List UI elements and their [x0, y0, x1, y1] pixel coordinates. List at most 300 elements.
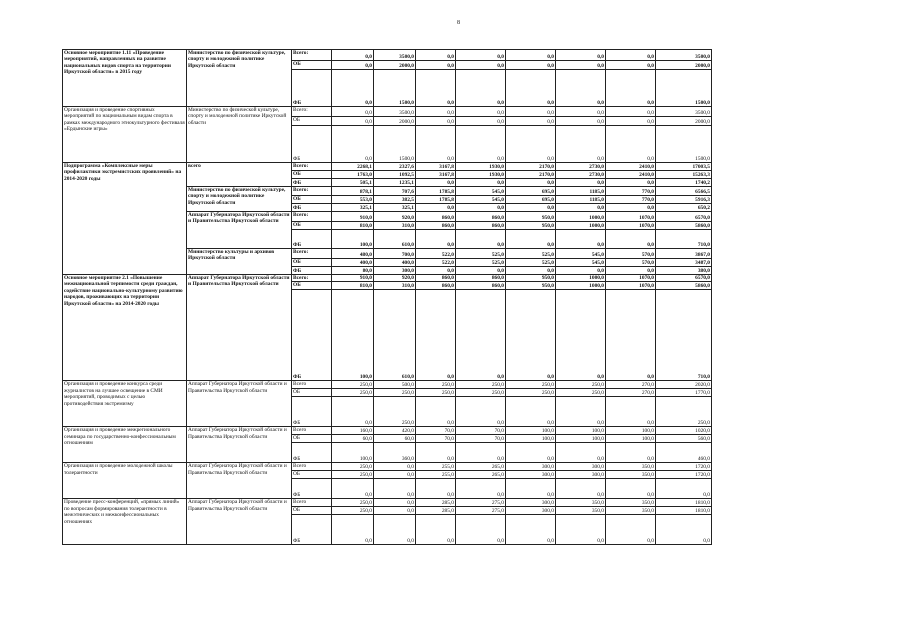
value-cell: 160,0	[332, 427, 374, 435]
funding-source-cell: ОБ	[292, 61, 332, 70]
value-cell: 1770,0	[656, 389, 712, 397]
value-cell: 0,0	[556, 267, 606, 275]
value-cell: 17003,5	[656, 163, 712, 171]
value-cell: 360,0	[374, 443, 416, 463]
value-cell: 0,0	[332, 479, 374, 499]
funding-source-cell: ОБ	[292, 222, 332, 230]
value-cell: 860,0	[456, 212, 506, 222]
value-cell: 1092,5	[374, 171, 416, 179]
value-cell: 3500,0	[374, 107, 416, 117]
value-cell: 6566,5	[656, 187, 712, 196]
value-cell: 0,0	[506, 70, 556, 107]
value-cell: 350,0	[606, 507, 656, 515]
value-cell: 0,0	[606, 61, 656, 70]
value-cell: 0,0	[656, 479, 712, 499]
value-cell: 310,0	[374, 282, 416, 290]
value-cell: 0,0	[374, 463, 416, 471]
value-cell: 0,0	[506, 179, 556, 187]
value-cell: 3500,0	[656, 50, 712, 61]
value-cell: 1930,0	[456, 171, 506, 179]
value-cell: 3867,0	[656, 249, 712, 259]
value-cell: 0,0	[332, 397, 374, 427]
value-cell: 0,0	[416, 204, 456, 212]
value-cell: 860,0	[416, 212, 456, 222]
activity-name-cell: Подпрограмма «Комплексные меры профилактики экстремистских проявлений» на 2014-2020 годы	[63, 163, 187, 275]
value-cell: 0,0	[506, 397, 556, 427]
value-cell: 2000,0	[656, 117, 712, 126]
value-cell: 275,0	[456, 499, 506, 507]
value-cell: 0,0	[606, 70, 656, 107]
value-cell: 0,0	[374, 515, 416, 545]
value-cell: 1500,0	[656, 70, 712, 107]
value-cell: 0,0	[456, 479, 506, 499]
table-row	[63, 427, 712, 435]
value-cell: 250,0	[374, 397, 416, 427]
funding-source-cell: ФБ	[292, 230, 332, 249]
funding-source-cell: Всего:	[292, 107, 332, 117]
value-cell: 525,0	[506, 259, 556, 267]
funding-source-cell: ФБ	[292, 479, 332, 499]
value-cell: 0,0	[456, 230, 506, 249]
value-cell: 0,0	[506, 50, 556, 61]
value-cell: 0,0	[556, 70, 606, 107]
value-cell: 0,0	[456, 204, 506, 212]
value-cell: 250,0	[332, 507, 374, 515]
value-cell: 285,0	[416, 507, 456, 515]
value-cell: 0,0	[456, 443, 506, 463]
value-cell: 0,0	[416, 50, 456, 61]
value-cell: 1000,0	[556, 275, 606, 282]
value-cell: 0,0	[332, 61, 374, 70]
value-cell: 350,0	[606, 471, 656, 479]
value-cell: 0,0	[332, 515, 374, 545]
value-cell: 100,0	[606, 435, 656, 443]
value-cell: 1070,0	[606, 282, 656, 290]
funding-source-cell: ФБ	[292, 126, 332, 163]
value-cell: 2327,6	[374, 163, 416, 171]
value-cell: 0,0	[456, 397, 506, 427]
executor-cell: Аппарат Губернатора Иркутской области и Правительства Иркутской области	[187, 381, 292, 427]
value-cell: 0,0	[416, 267, 456, 275]
value-cell: 325,1	[374, 204, 416, 212]
table-row	[63, 50, 712, 61]
value-cell: 350,0	[606, 463, 656, 471]
value-cell: 560,0	[656, 435, 712, 443]
value-cell: 2170,0	[506, 171, 556, 179]
value-cell: 570,0	[606, 249, 656, 259]
value-cell: 100,0	[506, 427, 556, 435]
value-cell: 0,0	[556, 179, 606, 187]
value-cell: 250,0	[506, 389, 556, 397]
value-cell: 545,0	[556, 259, 606, 267]
value-cell: 300,0	[556, 463, 606, 471]
value-cell: 420,0	[374, 427, 416, 435]
table-row	[63, 463, 712, 471]
value-cell: 0,0	[506, 204, 556, 212]
funding-source-cell: ОБ	[292, 389, 332, 397]
value-cell: 1000,0	[556, 282, 606, 290]
value-cell: 707,6	[374, 187, 416, 196]
value-cell: 525,0	[506, 249, 556, 259]
value-cell: 0,0	[606, 107, 656, 117]
funding-source-cell: ФБ	[292, 515, 332, 545]
value-cell: 650,2	[656, 204, 712, 212]
value-cell: 60,0	[374, 435, 416, 443]
value-cell: 0,0	[416, 117, 456, 126]
funding-source-cell: ОБ	[292, 196, 332, 204]
value-cell: 100,0	[332, 230, 374, 249]
value-cell: 300,0	[374, 267, 416, 275]
value-cell: 0,0	[416, 230, 456, 249]
value-cell: 525,0	[456, 249, 506, 259]
value-cell: 2410,0	[606, 171, 656, 179]
value-cell: 350,0	[606, 499, 656, 507]
value-cell: 0,0	[506, 117, 556, 126]
value-cell: 1185,0	[556, 196, 606, 204]
funding-source-cell: ФБ	[292, 290, 332, 381]
value-cell: 100,0	[606, 427, 656, 435]
executor-cell: Аппарат Губернатора Иркутской области и Правительства Иркутской области	[187, 463, 292, 499]
value-cell: 0,0	[606, 290, 656, 381]
value-cell: 2268,1	[332, 163, 374, 171]
value-cell: 0,0	[506, 479, 556, 499]
value-cell: 250,0	[556, 389, 606, 397]
value-cell: 0,0	[456, 290, 506, 381]
value-cell: 480,0	[332, 249, 374, 259]
value-cell: 6570,0	[656, 275, 712, 282]
value-cell: 0,0	[606, 126, 656, 163]
value-cell: 0,0	[416, 179, 456, 187]
value-cell: 265,0	[456, 463, 506, 471]
value-cell: 1763,0	[332, 171, 374, 179]
value-cell: 0,0	[556, 479, 606, 499]
value-cell: 710,0	[656, 230, 712, 249]
value-cell: 0,0	[456, 70, 506, 107]
value-cell: 460,0	[656, 443, 712, 463]
value-cell: 270,0	[606, 381, 656, 389]
value-cell: 5916,3	[656, 196, 712, 204]
funding-source-cell: ОБ	[292, 117, 332, 126]
value-cell: 860,0	[416, 282, 456, 290]
value-cell: 380,0	[656, 267, 712, 275]
value-cell: 70,0	[456, 435, 506, 443]
funding-source-cell: Всего:	[292, 50, 332, 61]
funding-source-cell: Всего	[292, 427, 332, 435]
table-body	[63, 50, 712, 545]
value-cell: 0,0	[556, 50, 606, 61]
value-cell: 80,0	[332, 267, 374, 275]
value-cell: 0,0	[416, 126, 456, 163]
funding-source-cell: Всего:	[292, 249, 332, 259]
value-cell: 0,0	[456, 126, 506, 163]
funding-source-cell: Всего:	[292, 275, 332, 282]
value-cell: 325,1	[332, 204, 374, 212]
value-cell: 250,0	[416, 381, 456, 389]
value-cell: 310,0	[374, 222, 416, 230]
funding-source-cell: Всего:	[292, 163, 332, 171]
value-cell: 1235,1	[374, 179, 416, 187]
funding-source-cell: Всего:	[292, 187, 332, 196]
value-cell: 950,0	[506, 282, 556, 290]
value-cell: 0,0	[506, 126, 556, 163]
value-cell: 860,0	[416, 275, 456, 282]
value-cell: 860,0	[456, 282, 506, 290]
value-cell: 2170,0	[506, 163, 556, 171]
value-cell: 0,0	[606, 204, 656, 212]
value-cell: 300,0	[506, 499, 556, 507]
value-cell: 5860,0	[656, 222, 712, 230]
executor-cell: Министерство культуры и архивов Иркутской области	[187, 249, 292, 275]
value-cell: 525,0	[456, 259, 506, 267]
value-cell: 878,1	[332, 187, 374, 196]
value-cell: 1500,0	[656, 126, 712, 163]
value-cell: 1930,0	[456, 163, 506, 171]
value-cell: 400,0	[332, 259, 374, 267]
value-cell: 0,0	[506, 267, 556, 275]
value-cell: 1000,0	[556, 222, 606, 230]
value-cell: 0,0	[416, 515, 456, 545]
value-cell: 0,0	[606, 267, 656, 275]
value-cell: 250,0	[656, 397, 712, 427]
funding-source-cell: Всего	[292, 381, 332, 389]
value-cell: 500,0	[374, 381, 416, 389]
value-cell: 60,0	[332, 435, 374, 443]
value-cell: 1720,0	[656, 471, 712, 479]
value-cell: 0,0	[332, 107, 374, 117]
value-cell: 0,0	[606, 50, 656, 61]
value-cell: 0,0	[606, 117, 656, 126]
funding-source-cell: ФБ	[292, 443, 332, 463]
value-cell: 0,0	[416, 397, 456, 427]
value-cell: 553,0	[332, 196, 374, 204]
value-cell: 1500,0	[374, 70, 416, 107]
value-cell: 0,0	[456, 107, 506, 117]
value-cell: 700,0	[374, 249, 416, 259]
value-cell: 0,0	[606, 443, 656, 463]
value-cell: 570,0	[606, 259, 656, 267]
value-cell: 0,0	[416, 443, 456, 463]
page-number: 8	[457, 20, 460, 26]
value-cell: 250,0	[456, 389, 506, 397]
value-cell: 2000,0	[374, 61, 416, 70]
value-cell: 505,1	[332, 179, 374, 187]
activity-name-cell: Организация и проведение конкурса среди журналистов на лучшее освещение в СМИ мероприятий, проводимых с целью противодействия экстремизму	[63, 381, 187, 427]
value-cell: 0,0	[556, 397, 606, 427]
funding-source-cell: ОБ	[292, 471, 332, 479]
value-cell: 0,0	[506, 515, 556, 545]
value-cell: 610,0	[374, 290, 416, 381]
value-cell: 100,0	[556, 435, 606, 443]
executor-cell: Аппарат Губернатора Иркутской области и Правительства Иркутской области	[187, 275, 292, 381]
funding-source-cell: ФБ	[292, 267, 332, 275]
funding-source-cell: ОБ	[292, 282, 332, 290]
value-cell: 300,0	[506, 471, 556, 479]
funding-source-cell: ОБ	[292, 507, 332, 515]
value-cell: 0,0	[606, 397, 656, 427]
value-cell: 810,0	[332, 282, 374, 290]
value-cell: 1070,0	[606, 275, 656, 282]
value-cell: 810,0	[332, 222, 374, 230]
value-cell: 1070,0	[606, 222, 656, 230]
value-cell: 0,0	[556, 443, 606, 463]
value-cell: 300,0	[506, 463, 556, 471]
value-cell: 0,0	[556, 515, 606, 545]
value-cell: 70,0	[456, 427, 506, 435]
value-cell: 275,0	[456, 507, 506, 515]
funding-source-cell: ФБ	[292, 397, 332, 427]
value-cell: 1185,0	[556, 187, 606, 196]
value-cell: 250,0	[374, 389, 416, 397]
value-cell: 0,0	[456, 117, 506, 126]
value-cell: 0,0	[506, 290, 556, 381]
executor-cell: Аппарат Губернатора Иркутской области и Правительства Иркутской области	[187, 212, 292, 249]
value-cell: 0,0	[332, 126, 374, 163]
value-cell: 100,0	[332, 443, 374, 463]
budget-table	[62, 49, 712, 545]
value-cell: 0,0	[416, 107, 456, 117]
value-cell: 15263,3	[656, 171, 712, 179]
value-cell: 250,0	[556, 381, 606, 389]
value-cell: 250,0	[416, 389, 456, 397]
value-cell: 250,0	[332, 389, 374, 397]
funding-source-cell: ОБ	[292, 259, 332, 267]
executor-cell: Министерство по физической культуре, спорту и молодежной политике Иркутской области	[187, 107, 292, 163]
funding-source-cell: ОБ	[292, 435, 332, 443]
executor-cell: Аппарат Губернатора Иркутской области и Правительства Иркутской области	[187, 427, 292, 463]
value-cell: 0,0	[556, 117, 606, 126]
value-cell: 0,0	[606, 479, 656, 499]
value-cell: 0,0	[556, 204, 606, 212]
value-cell: 250,0	[332, 463, 374, 471]
value-cell: 522,0	[416, 259, 456, 267]
value-cell: 3500,0	[374, 50, 416, 61]
value-cell: 3167,8	[416, 163, 456, 171]
executor-cell: всего	[187, 163, 292, 187]
value-cell: 350,0	[556, 507, 606, 515]
value-cell: 1000,0	[556, 212, 606, 222]
value-cell: 300,0	[556, 471, 606, 479]
value-cell: 1720,0	[656, 463, 712, 471]
value-cell: 545,0	[456, 196, 506, 204]
funding-source-cell: ФБ	[292, 179, 332, 187]
value-cell: 860,0	[456, 222, 506, 230]
funding-source-cell: Всего	[292, 499, 332, 507]
value-cell: 770,0	[606, 196, 656, 204]
table-row	[63, 107, 712, 117]
value-cell: 0,0	[456, 515, 506, 545]
value-cell: 2410,0	[606, 163, 656, 171]
value-cell: 0,0	[416, 479, 456, 499]
value-cell: 1020,0	[656, 427, 712, 435]
value-cell: 950,0	[506, 222, 556, 230]
value-cell: 255,0	[416, 463, 456, 471]
value-cell: 950,0	[506, 212, 556, 222]
executor-cell: Министерство по физической культуре, спорту и молодежной политике Иркутской области	[187, 187, 292, 212]
activity-name-cell: Основное мероприятие 1.11 «Проведение мероприятий, направленных на развитие национальных видов спорта на территории Иркутской области» в 2015 году	[63, 50, 187, 107]
value-cell: 545,0	[556, 249, 606, 259]
value-cell: 70,0	[416, 435, 456, 443]
funding-source-cell: Всего	[292, 463, 332, 471]
value-cell: 860,0	[416, 222, 456, 230]
activity-name-cell: Организация и проведение молодежной школы толерантности	[63, 463, 187, 499]
value-cell: 2000,0	[374, 117, 416, 126]
value-cell: 0,0	[506, 230, 556, 249]
value-cell: 0,0	[332, 50, 374, 61]
value-cell: 0,0	[332, 70, 374, 107]
funding-source-cell: ФБ	[292, 70, 332, 107]
value-cell: 400,0	[374, 259, 416, 267]
value-cell: 1740,2	[656, 179, 712, 187]
value-cell: 250,0	[506, 381, 556, 389]
value-cell: 545,0	[456, 187, 506, 196]
value-cell: 250,0	[332, 499, 374, 507]
value-cell: 610,0	[374, 230, 416, 249]
value-cell: 0,0	[606, 179, 656, 187]
executor-cell: Министерство по физической культуре, спорту и молодежной политике Иркутской области	[187, 50, 292, 107]
value-cell: 3167,8	[416, 171, 456, 179]
value-cell: 950,0	[506, 275, 556, 282]
table-row	[63, 381, 712, 389]
value-cell: 2020,0	[656, 381, 712, 389]
value-cell: 920,0	[374, 275, 416, 282]
value-cell: 695,0	[506, 187, 556, 196]
value-cell: 0,0	[416, 70, 456, 107]
value-cell: 270,0	[606, 389, 656, 397]
value-cell: 0,0	[506, 107, 556, 117]
value-cell: 1785,8	[416, 196, 456, 204]
value-cell: 1070,0	[606, 212, 656, 222]
value-cell: 0,0	[556, 290, 606, 381]
value-cell: 0,0	[374, 471, 416, 479]
value-cell: 0,0	[374, 507, 416, 515]
value-cell: 0,0	[556, 126, 606, 163]
table-row	[63, 163, 712, 171]
activity-name-cell: Проведение пресс-конференций, «прямых линий» по вопросам формирования толерантности в межэтнических и межконфессиональных отношениях	[63, 499, 187, 545]
value-cell: 6570,0	[656, 212, 712, 222]
value-cell: 0,0	[506, 443, 556, 463]
value-cell: 1500,0	[374, 126, 416, 163]
value-cell: 100,0	[556, 427, 606, 435]
value-cell: 0,0	[556, 230, 606, 249]
value-cell: 100,0	[506, 435, 556, 443]
value-cell: 3487,0	[656, 259, 712, 267]
table-row	[63, 499, 712, 507]
value-cell: 522,0	[416, 249, 456, 259]
value-cell: 5860,0	[656, 282, 712, 290]
value-cell: 1810,0	[656, 507, 712, 515]
table-row	[63, 275, 712, 282]
value-cell: 0,0	[332, 117, 374, 126]
value-cell: 285,0	[416, 499, 456, 507]
value-cell: 0,0	[556, 107, 606, 117]
activity-name-cell: Организация и проведение межрегионального семинара по государственно-конфессиональным отношениям	[63, 427, 187, 463]
value-cell: 910,0	[332, 275, 374, 282]
value-cell: 710,0	[656, 290, 712, 381]
value-cell: 920,0	[374, 212, 416, 222]
value-cell: 1810,0	[656, 499, 712, 507]
value-cell: 910,0	[332, 212, 374, 222]
executor-cell: Аппарат Губернатора Иркутской области и Правительства Иркутской области	[187, 499, 292, 545]
value-cell: 300,0	[506, 507, 556, 515]
value-cell: 695,0	[506, 196, 556, 204]
funding-source-cell: Всего:	[292, 212, 332, 222]
value-cell: 265,0	[456, 471, 506, 479]
activity-name-cell: Основное мероприятие 2.1 «Повышение межнациональной терпимости среди граждан, содействие национально-культурному развитию народов, проживающих на территории Иркутской области» на 2014-2020 годы	[63, 275, 187, 381]
value-cell: 0,0	[416, 61, 456, 70]
value-cell: 250,0	[332, 471, 374, 479]
value-cell: 2730,0	[556, 163, 606, 171]
value-cell: 70,0	[416, 427, 456, 435]
